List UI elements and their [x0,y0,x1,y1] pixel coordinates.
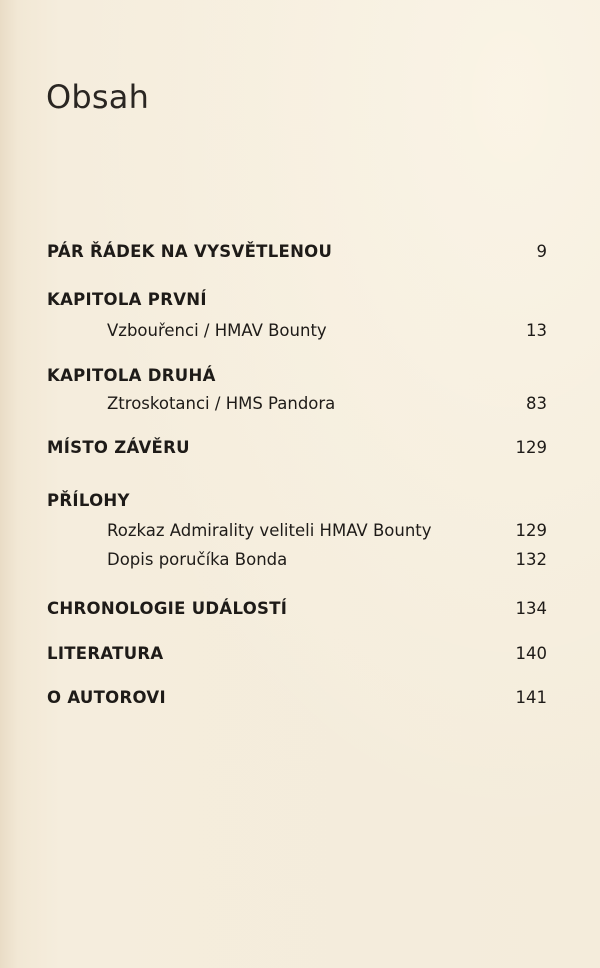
toc-subentry-label: Dopis poručíka Bonda [107,550,288,569]
toc-page-number: 141 [515,688,547,707]
toc-heading-label: PŘÍLOHY [47,491,130,510]
toc-heading-label: KAPITOLA PRVNÍ [47,290,207,309]
page-title: Obsah [46,78,150,116]
toc-page-number: 129 [515,438,547,457]
toc-page-number: 83 [526,394,547,413]
toc-heading-label: LITERATURA [47,644,164,663]
toc-page-number: 134 [515,599,547,618]
toc-subentry-label: Rozkaz Admirality veliteli HMAV Bounty [107,521,432,540]
toc-heading-label: CHRONOLOGIE UDÁLOSTÍ [47,599,288,618]
toc-page-number: 13 [526,321,547,340]
toc-subentry-label: Vzbouřenci / HMAV Bounty [107,321,327,340]
toc-page-number: 9 [536,242,547,261]
toc-heading-label: KAPITOLA DRUHÁ [47,366,216,385]
toc-heading-label: PÁR ŘÁDEK NA VYSVĚTLENOU [47,242,333,261]
toc-heading-label: O AUTOROVI [47,688,166,707]
toc-subentry-label: Ztroskotanci / HMS Pandora [107,394,336,413]
toc-page-number: 140 [515,644,547,663]
toc-page-number: 129 [515,521,547,540]
toc-heading-label: MÍSTO ZÁVĚRU [47,438,190,457]
toc-page-number: 132 [515,550,547,569]
